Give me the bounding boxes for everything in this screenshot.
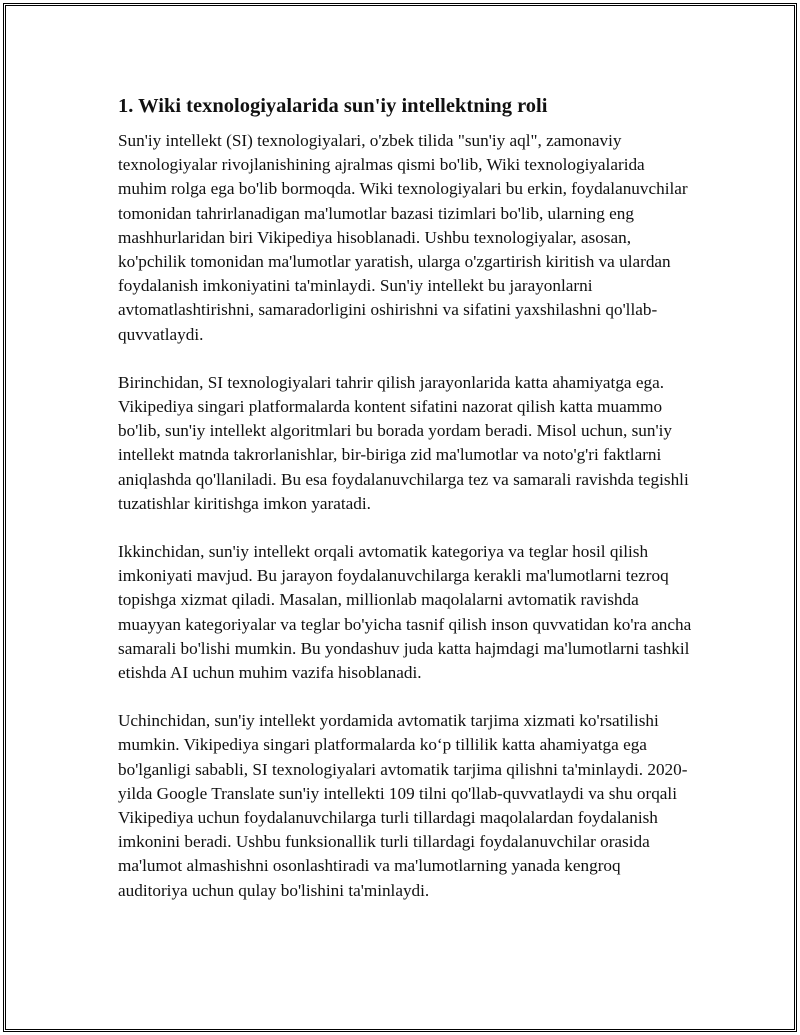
document-body (118, 93, 693, 927)
paragraph-second: Ikkinchidan, sun'iy intellekt orqali avtomatik kategoriya va teglar hosil qilish imkoniyati mavjud. Bu jarayon foydalanuvchilarga kerakli ma'lumotlarni tezroq topishga xizmat qiladi. Masalan, millionlab maqolalarni avtomatik ravishda muayyan kategoriyalar va teglar bo'yicha tasnif qilish inson quvvatidan ko'ra ancha samarali bo'lishi mumkin. Bu yondashuv juda katta hajmdagi ma'lumotlarni tashkil etishda AI uchun muhim vazifa hisoblanadi. (118, 542, 692, 683)
paragraph-first: Birinchidan, SI texnologiyalari tahrir qilish jarayonlarida katta ahamiyatga ega. Vikipediya singari platformalarda kontent sifatini nazorat qilish katta muammo bo'lib, sun'iy intellekt algoritmlari bu borada yordam beradi. Misol uchun, sun'iy intellekt matnda takrorlanishlar, bir-biriga zid ma'lumotlar va noto'g'ri faktlarni aniqlashda qo'llaniladi. Bu esa foydalanuvchilarga tez va samarali ravishda tegishli tuzatishlar kiritishga imkon yaratadi. (118, 372, 689, 513)
paragraph-intro: Sun'iy intellekt (SI) texnologiyalari, o'zbek tilida "sun'iy aql", zamonaviy texnologiyalar rivojlanishining ajralmas qismi bo'lib, Wiki texnologiyalarida muhim rolga ega bo'lib bormoqda. Wiki texnologiyalari bu erkin, foydalanuvchilar tomonidan tahrirlanadigan ma'lumotlar bazasi tizimlari bo'lib, ularning eng mashhurlaridan biri Vikipediya hisoblanadi. Ushbu texnologiyalar, asosan, ko'pchilik tomonidan ma'lumotlar yaratish, ularga o'zgartirish kiritish va ulardan foydalanish imkoniyatini ta'minlaydi. Sun'iy intellekt bu jarayonlarni avtomatlashtirishni, samaradorligini oshirishni va sifatini yaxshilashni qo'llab-quvvatlaydi. (118, 131, 688, 344)
section-heading: 1. Wiki texnologiyalarida sun'iy intellektning roli (118, 95, 548, 117)
paragraph-third: Uchinchidan, sun'iy intellekt yordamida avtomatik tarjima xizmati ko'rsatilishi mumkin. Vikipediya singari platformalarda ko‘p tillilik katta ahamiyatga ega bo'lganligi sababli, SI texnologiyalari avtomatik tarjima qilishni ta'minlaydi. 2020-yilda Google Translate sun'iy intellekti 109 tilni qo'llab-quvvatlaydi va shu orqali Vikipediya uchun foydalanuvchilarga turli tillardagi maqolalardan foydalanish imkonini beradi. Ushbu funksionallik turli tillardagi foydalanuvchilar orasida ma'lumot almashishni osonlashtiradi va ma'lumotlarning yanada kengroq auditoriya uchun qulay bo'lishini ta'minlaydi. (118, 711, 688, 900)
